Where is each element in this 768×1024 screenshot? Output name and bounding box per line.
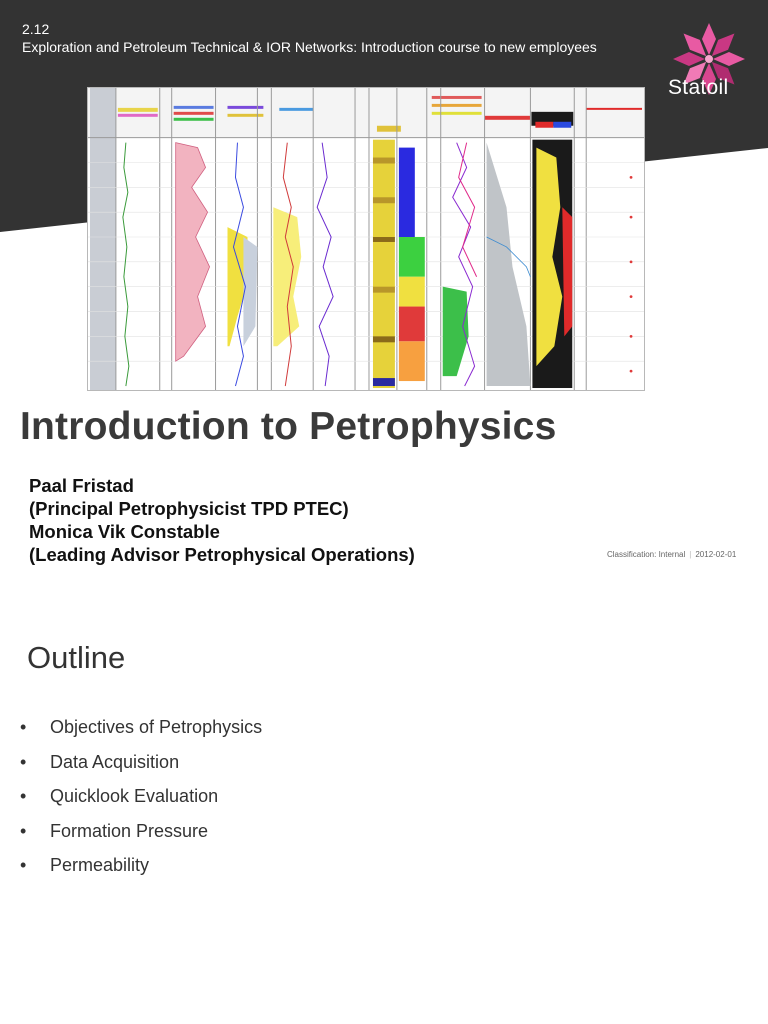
author-role: (Leading Advisor Petrophysical Operations) xyxy=(29,544,415,565)
slide-title: Introduction to Petrophysics xyxy=(20,405,557,448)
list-item xyxy=(20,717,262,752)
author-name: Paal Fristad xyxy=(29,475,134,496)
classification-label: Classification: Internal xyxy=(607,550,686,559)
author-role: (Principal Petrophysicist TPD PTEC) xyxy=(29,498,349,519)
slide-date: 2012-02-01 xyxy=(695,550,737,559)
well-log-plot-image xyxy=(87,87,645,391)
section-number: 2.12 xyxy=(22,21,50,37)
authors-block xyxy=(29,474,415,566)
list-item xyxy=(20,855,262,890)
bullet-icon: • xyxy=(20,786,27,807)
bullet-icon: • xyxy=(20,855,27,876)
course-title: Exploration and Petroleum Technical & IOR Networks: Introduction course to new employees xyxy=(22,39,597,55)
classification-footer xyxy=(607,550,736,559)
list-item-text: Formation Pressure xyxy=(50,820,209,841)
list-item xyxy=(20,752,262,787)
bullet-icon: • xyxy=(20,820,27,841)
outline-slide xyxy=(0,600,768,1024)
list-item-text: Permeability xyxy=(50,855,150,876)
list-item xyxy=(20,786,262,821)
outline-title: Outline xyxy=(27,640,126,675)
list-item-text: Objectives of Petrophysics xyxy=(50,717,263,737)
bullet-icon: • xyxy=(20,717,27,737)
author-name: Monica Vik Constable xyxy=(29,521,220,542)
list-item xyxy=(20,821,262,856)
bullet-icon: • xyxy=(20,751,27,772)
list-item-text: Data Acquisition xyxy=(50,751,180,772)
footer-separator: | xyxy=(689,550,692,559)
list-item-text: Quicklook Evaluation xyxy=(50,786,219,807)
outline-list xyxy=(20,717,262,890)
logo-wordmark: Statoil xyxy=(668,76,729,99)
header-text xyxy=(22,20,597,56)
